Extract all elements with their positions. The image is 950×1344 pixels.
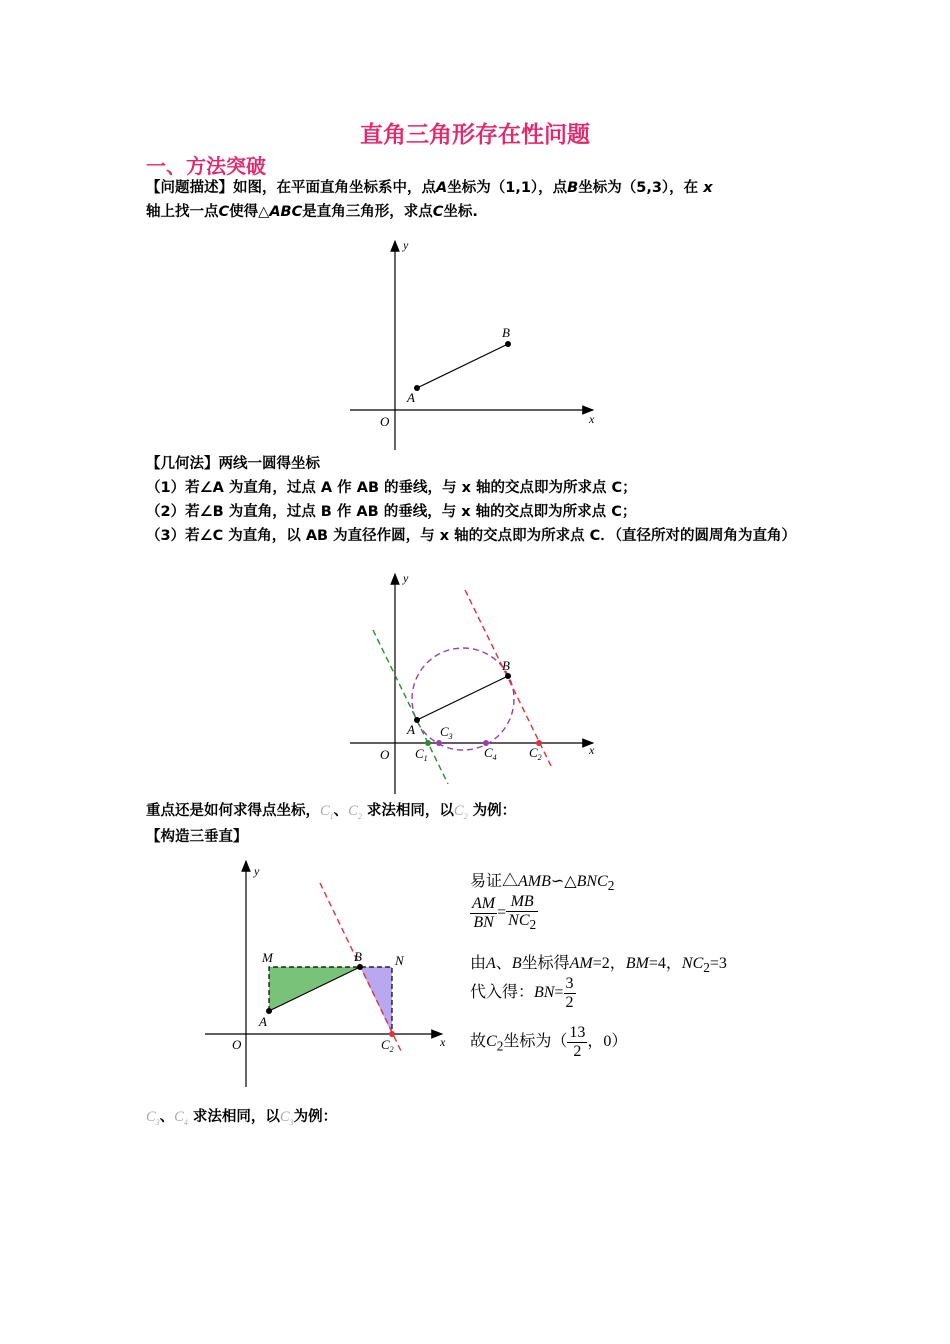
origin-label: O <box>232 1037 242 1052</box>
point-c3 <box>436 740 442 746</box>
origin-label: O <box>380 747 390 762</box>
fraction-mb-nc2: $\frac{MB}{NC_2}$ <box>508 893 537 933</box>
problem-tag: 【问题描述】 <box>146 180 233 196</box>
x-label: x <box>589 412 595 426</box>
n-label: N <box>395 953 404 968</box>
solution-line-3: 由A、B坐标得AM=2，BM=4，$NC_2=3$ <box>470 955 727 976</box>
b-label: B <box>354 949 362 964</box>
c2-ref-2: $C_2$ <box>453 803 468 821</box>
construct-heading: 【构造三垂直】 <box>146 829 248 845</box>
c1-ref: $C_1$ <box>320 803 334 821</box>
c2-ref: $C_2$ <box>348 803 362 821</box>
solution-line-4: 代入得：BN= $\frac{3}{2}$ <box>470 975 574 1011</box>
point-b <box>505 341 511 347</box>
c3-ref-2: $C_3$ <box>279 1109 294 1127</box>
b-label: B <box>502 658 510 673</box>
geometry-heading: 【几何法】两线一圆得坐标 <box>146 456 320 472</box>
c4-label: $C_4$ <box>484 745 497 762</box>
segment-ab <box>417 344 508 388</box>
fraction-am-bn: $\frac{AM}{BN}$ <box>472 894 496 931</box>
segment-ab <box>417 676 508 720</box>
geometry-item-3: （3）若∠C 为直角，以 AB 为直径作圆，与 x 轴的交点即为所求点 C．（直径所对的圆周角为直角） <box>146 528 797 544</box>
figure-2 <box>345 568 610 798</box>
diameter-circle <box>412 648 514 750</box>
solution-line-5: 故$C_2$坐标为（ $\frac{13}{2}$ ，0） <box>470 1024 628 1060</box>
last-line: $C_3$、$C_4$ 求法相同，以$C_3$为例： <box>146 1109 338 1127</box>
c2-label: $C_2$ <box>381 1037 394 1054</box>
y-label: y <box>403 571 409 585</box>
fraction-13-2: $\frac{13}{2}$ <box>569 1024 586 1060</box>
solution-line-1: 易证$\triangle AMB∽\triangle BNC_2$ <box>470 873 615 894</box>
x-label: x <box>589 743 595 757</box>
figure-3 <box>200 855 455 1095</box>
c3-label: $C_3$ <box>440 724 453 741</box>
fraction-3-2: $\frac{3}{2}$ <box>565 975 574 1011</box>
m-label: M <box>262 950 273 965</box>
problem-line-2: 轴上找一点C使得△ABC是直角三角形，求点C坐标. <box>146 204 478 220</box>
x-label: x <box>440 1035 446 1049</box>
point-c1 <box>425 740 431 746</box>
figure-1 <box>345 235 610 455</box>
a-label: A <box>407 390 415 405</box>
b-label: B <box>502 325 510 340</box>
c4-ref: $C_4$ <box>174 1109 188 1127</box>
c2-label: $C_2$ <box>529 745 542 762</box>
a-label: A <box>407 722 415 737</box>
y-label: y <box>254 864 260 878</box>
focus-line: 重点还是如何求得点坐标，$C_1$、$C_2$ 求法相同，以$C_2$ 为例： <box>146 803 517 821</box>
c3-ref: $C_3$ <box>146 1109 160 1127</box>
geometry-item-2: （2）若∠B 为直角，过点 B 作 AB 的垂线，与 x 轴的交点即为所求点 C； <box>146 504 637 520</box>
page-title: 直角三角形存在性问题 <box>360 122 590 148</box>
c1-label: $C_1$ <box>415 746 428 763</box>
y-label: y <box>403 238 409 252</box>
point-b <box>357 964 363 970</box>
solution-ratio: $\frac{AM}{BN}$ = $\frac{MB}{NC_2}$ <box>472 893 537 933</box>
point-b <box>505 673 511 679</box>
geometry-item-1: （1）若∠A 为直角，过点 A 作 AB 的垂线，与 x 轴的交点即为所求点 C； <box>146 480 637 496</box>
point-c2 <box>389 1031 395 1037</box>
section-heading: 一、方法突破 <box>146 154 266 178</box>
origin-label: O <box>380 414 390 429</box>
problem-line-1: 【问题描述】如图，在平面直角坐标系中，点A坐标为（1,1），点B坐标为（5,3），在 x <box>146 180 713 196</box>
a-label: A <box>259 1014 267 1029</box>
